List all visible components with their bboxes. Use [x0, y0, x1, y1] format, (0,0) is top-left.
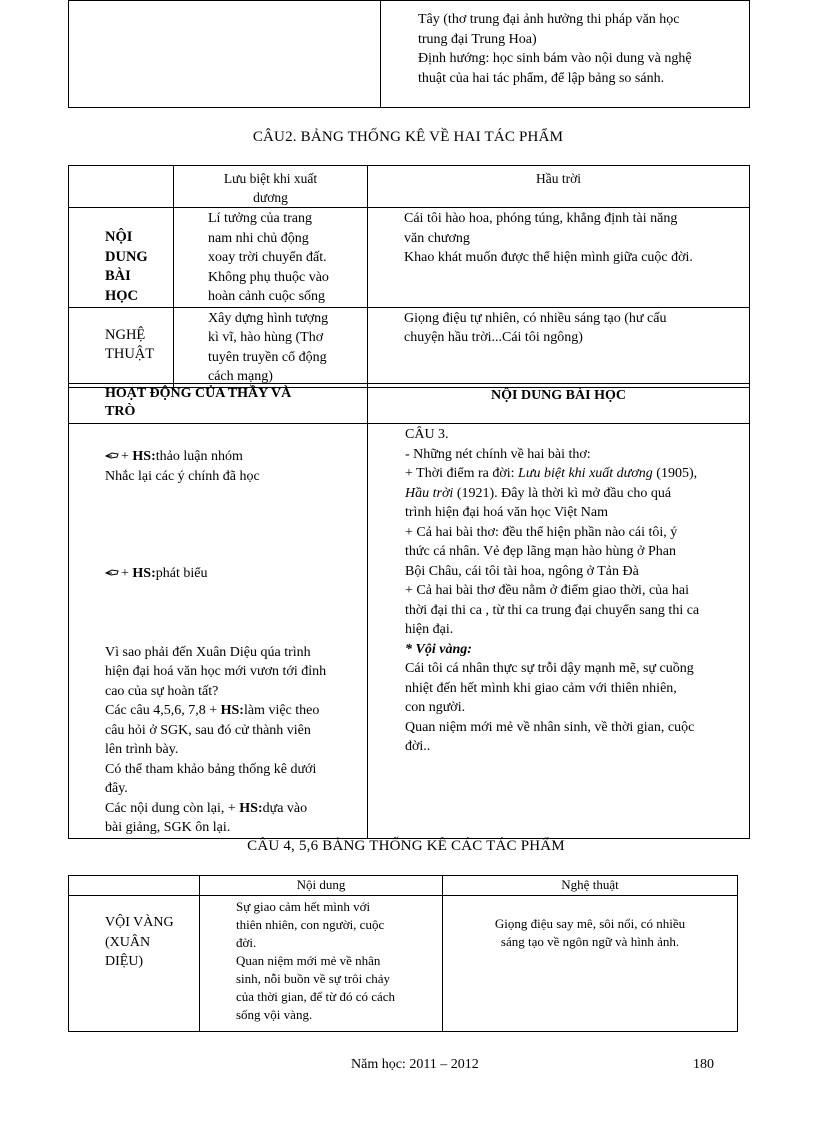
top-line: Định hướng: học sinh bám vào nội dung và nghệ [418, 51, 692, 66]
cau456-heading: CÂU 4, 5,6 BẢNG THỐNG KÊ CÁC TÁC PHẨM [247, 838, 565, 854]
cau2-col2-header: Hầu trời [368, 166, 750, 208]
cau2-table [68, 165, 750, 388]
cau456-table [68, 875, 738, 1032]
cau456-col2-header: Nghệ thuật [443, 876, 738, 896]
top-line: Tây (thơ trung đại ảnh hưởng thi pháp văn học [418, 12, 680, 27]
top-table-right-cell [381, 1, 750, 108]
top-line: thuật của hai tác phẩm, để lập bảng so sánh. [418, 70, 665, 86]
hs-discuss-line: + HS:thảo luận nhóm [105, 447, 359, 467]
hs-speak-line: + HS:phát biểu [105, 564, 359, 584]
hau-troi-line: Hầu trời (1921). Đây là thời kì mở đầu cho quá [405, 485, 672, 501]
cau2-row2-col2: Giọng điệu tự nhiên, có nhiều sáng tạo (hư cấu chuyện hầu trời...Cái tôi ngông) [368, 307, 750, 387]
cau2-row1-col2: Cái tôi hào hoa, phóng túng, khẳng định tài năng văn chương Khao khát muốn được thể hiện mình giữa cuộc đời. [368, 208, 750, 308]
cau456-art-cell: Giọng điệu say mê, sôi nổi, có nhiều sáng tạo về ngôn ngữ và hình ảnh. [443, 896, 738, 1032]
cau456-content-cell: Sự giao cảm hết mình với thiên nhiên, con người, cuộc đời. Quan niệm mới mẻ về nhân sinh, nỗi buồn về sự trôi chảy của thời gian, để từ đó có cách sống vội vàng. [200, 896, 443, 1032]
activity-left-cell: + HS:thảo luận nhóm Nhắc lại các ý chính đã học + HS:phát biểu Vì sao phải đến Xuân Diệu qúa trình hiện đại hoá văn học mới vươn tới đỉnh cao của sự hoàn tất? Các câu 4,5,6, 7,8 + HS:làm việc theo câu hỏi ở SGK, sau đó cử thành viên lên trình bày. Có thể tham khảo bảng thống kê dưới đây. Các nội dung còn lại, + HS:dựa vào bài giảng, SGK ôn lại. [69, 424, 368, 839]
cau2-header-empty [69, 166, 174, 208]
cau456-row-label: VỘI VÀNG (XUÂN DIỆU) [69, 896, 200, 1032]
cau456-col1-header: Nội dung [200, 876, 443, 896]
cau4-8-line: Các câu 4,5,6, 7,8 + HS:làm việc theo [105, 703, 320, 718]
cau2-heading: CÂU2. BẢNG THỐNG KÊ VỀ HAI TÁC PHẨM [252, 129, 564, 145]
activity-right-header: NỘI DUNG BÀI HỌC [368, 384, 750, 424]
writing-hand-icon [105, 447, 119, 456]
cau456-header-empty [69, 876, 200, 896]
top-table [68, 0, 750, 108]
activity-table [68, 383, 750, 839]
top-line: trung đại Trung Hoa) [418, 31, 537, 47]
cau2-col1-header: Lưu biệt khi xuất dương [174, 166, 368, 208]
voi-vang-subheading: * Vội vàng: [405, 641, 472, 657]
writing-hand-icon [105, 564, 119, 573]
release-time-line: + Thời điểm ra đời: Lưu biệt khi xuất dương (1905), [405, 466, 698, 481]
cau2-row1-col1: Lí tưởng của trang nam nhi chủ động xoay trời chuyển đất. Không phụ thuộc vào hoàn cảnh cuộc sống [174, 208, 368, 308]
cau2-row2-label: NGHỆ THUẬT [69, 307, 174, 387]
footer-school-year: Năm học: 2011 – 2012 [351, 1057, 479, 1072]
top-table-left-cell [69, 1, 381, 108]
cau2-row2-col1: Xây dựng hình tượng kì vĩ, hào hùng (Thơ tuyên truyền cổ động cách mạng) [174, 307, 368, 387]
cau2-row1-label: NỘI DUNG BÀI HỌC [69, 208, 174, 308]
activity-right-cell: CÂU 3. - Những nét chính về hai bài thơ: + Thời điểm ra đời: Lưu biệt khi xuất dương (1905), Hầu trời (1921). Đây là thời kì mở đầu cho quá trình hiện đại hoá văn học Việt Nam + Cả hai bài thơ: đều thể hiện phần nào cái tôi, ý thức cá nhân. Vẻ đẹp lãng mạn hào hùng ở Phan Bội Châu, cái tôi tài hoa, ngông ở Tản Đà + Cả hai bài thơ đều nằm ở điểm giao thời, của hai thời đại thi ca , từ thi ca trung đại chuyển sang thi ca hiện đại. * Vội vàng: Cái tôi cá nhân thực sự trỗi dậy mạnh mẽ, sự cuồng nhiệt đến hết mình khi giao cảm với thiên nhiên, con người. Quan niệm mới mẻ về nhân sinh, về thời gian, cuộc đời.. [368, 424, 750, 839]
footer-page-number: 180 [693, 1057, 714, 1072]
activity-left-header: HOẠT ĐỘNG CỦA THẦY VÀ TRÒ [69, 384, 368, 424]
remaining-content-line: Các nội dung còn lại, + HS:dựa vào [105, 800, 308, 816]
